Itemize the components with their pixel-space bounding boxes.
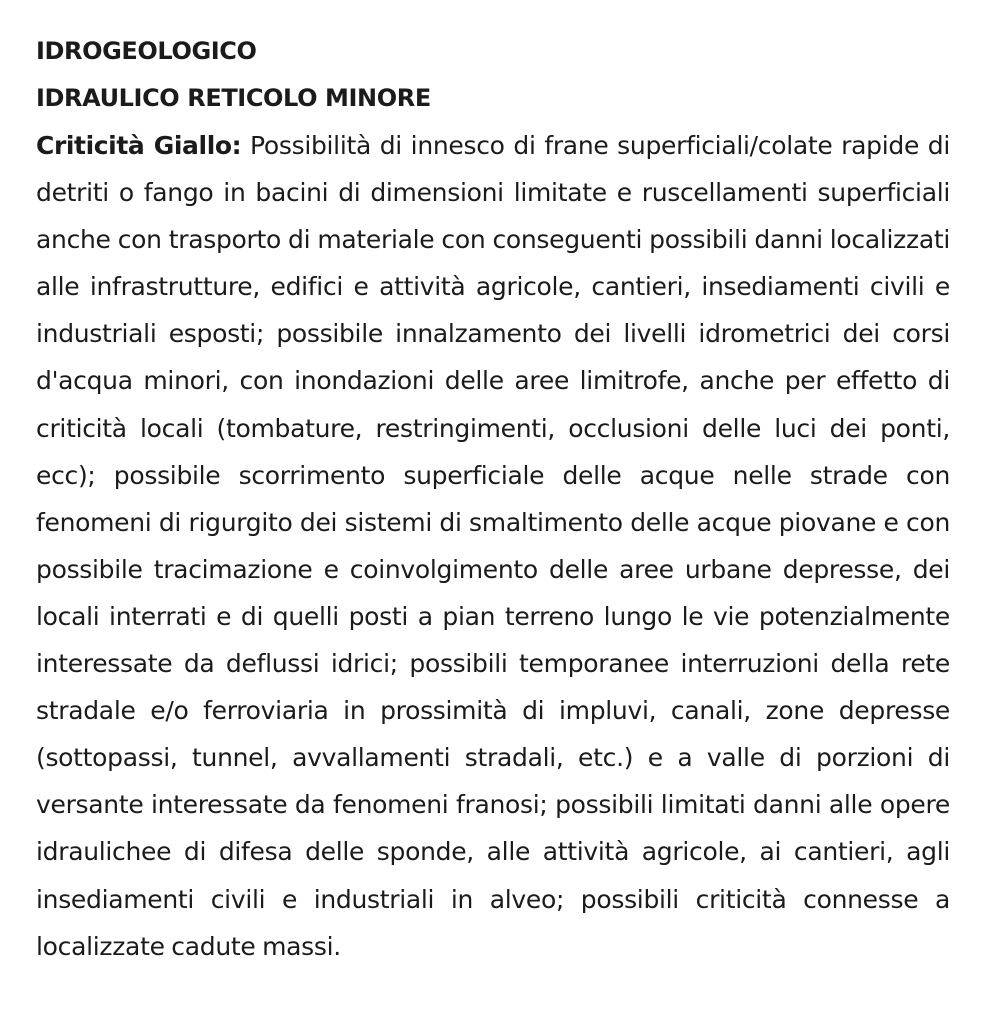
- criticality-text: Possibilità di innesco di frane superficiali/colate rapide di detriti o fango in bacini di dimensioni limitate e ruscellamenti superficiali anche con trasporto di materiale con conseguenti possibili danni localizzati alle infrastrutture, edifici e attività agricole, cantieri, insediamenti civili e industriali esposti; possibile innalzamento dei livelli idrometrici dei corsi d'acqua minori, con inondazioni delle aree limitrofe, anche per effetto di criticità locali (tombature, restringimenti, occlusioni delle luci dei ponti, ecc); possibile scorrimento superficiale delle acque nelle strade con fenomeni di rigurgito dei sistemi di smaltimento delle acque piovane e con possibile tracimazione e coinvolgimento delle aree urbane depresse, dei locali interrati e di quelli posti a pian terreno lungo le vie potenzialmente interessate da deflussi idrici; possibili temporanee interruzioni della rete stradale e/o ferroviaria in prossimità di impluvi, canali, zone depresse (sottopassi, tunnel, avvallamenti stradali, etc.) e a valle di porzioni di versante interessate da fenomeni franosi; possibili limitati danni alle opere idraulichee di difesa delle sponde, alle attività agricole, ai cantieri, agli insediamenti civili e industriali in alveo; possibili criticità connesse a localizzate cadute massi.: [36, 131, 950, 961]
- heading-idraulico-reticolo-minore: IDRAULICO RETICOLO MINORE: [36, 84, 431, 112]
- criticality-label: Criticità Giallo:: [36, 131, 242, 160]
- heading-idrogeologico: IDROGEOLOGICO: [36, 37, 257, 65]
- document-body: [36, 28, 950, 970]
- criticality-paragraph: [36, 122, 950, 970]
